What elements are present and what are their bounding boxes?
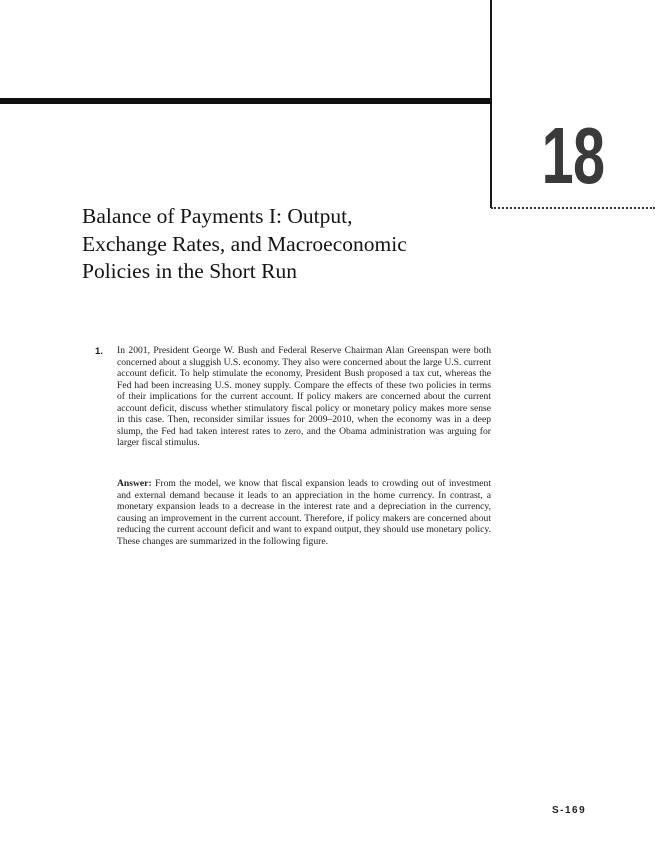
- answer-paragraph: [117, 478, 491, 547]
- chapter-title-line-3: Policies in the Short Run: [82, 259, 297, 283]
- chapter-title-line-2: Exchange Rates, and Macroeconomic: [82, 231, 407, 256]
- chapter-number: 18: [541, 111, 605, 200]
- answer-text: From the model, we know that fiscal expansion leads to crowding out of investment and external demand because it leads to an appreciation in the home currency. In contrast, a monetary expansion leads to a decrease in the interest rate and a depreciation in the currency, causing an improvement in the current account. Therefore, if policy makers are concerned about reducing the current account deficit and want to expand output, they should use monetary policy. These changes are summarized in the following figure.: [117, 478, 491, 547]
- chapter-title: [82, 203, 492, 286]
- chapter-title-line-1: Balance of Payments I: Output,: [82, 204, 353, 228]
- chapter-header-rule: [0, 98, 492, 104]
- chapter-dotted-rule: [491, 207, 655, 209]
- question-text: In 2001, President George W. Bush and Federal Reserve Chairman Alan Greenspan were both concerned about a sluggish U.S. economy. They also were concerned about the large U.S. current account deficit. To help stimulate the economy, President Bush proposed a tax cut, whereas the Fed had been increasing U.S. money supply. Compare the effects of these two policies in terms of their implications for the current account. If policy makers are concerned about the current account deficit, discuss whether stimulatory fiscal policy or monetary policy makes more sense in this case. Then, reconsider similar issues for 2009–2010, when the economy was in a deep slump, the Fed had taken interest rates to zero, and the Obama administration was arguing for larger fiscal stimulus.: [117, 345, 491, 449]
- page-number: S-169: [552, 805, 587, 816]
- question-number: 1.: [95, 346, 103, 357]
- chapter-divider-vertical: [490, 0, 492, 208]
- answer-label: Answer:: [117, 478, 152, 489]
